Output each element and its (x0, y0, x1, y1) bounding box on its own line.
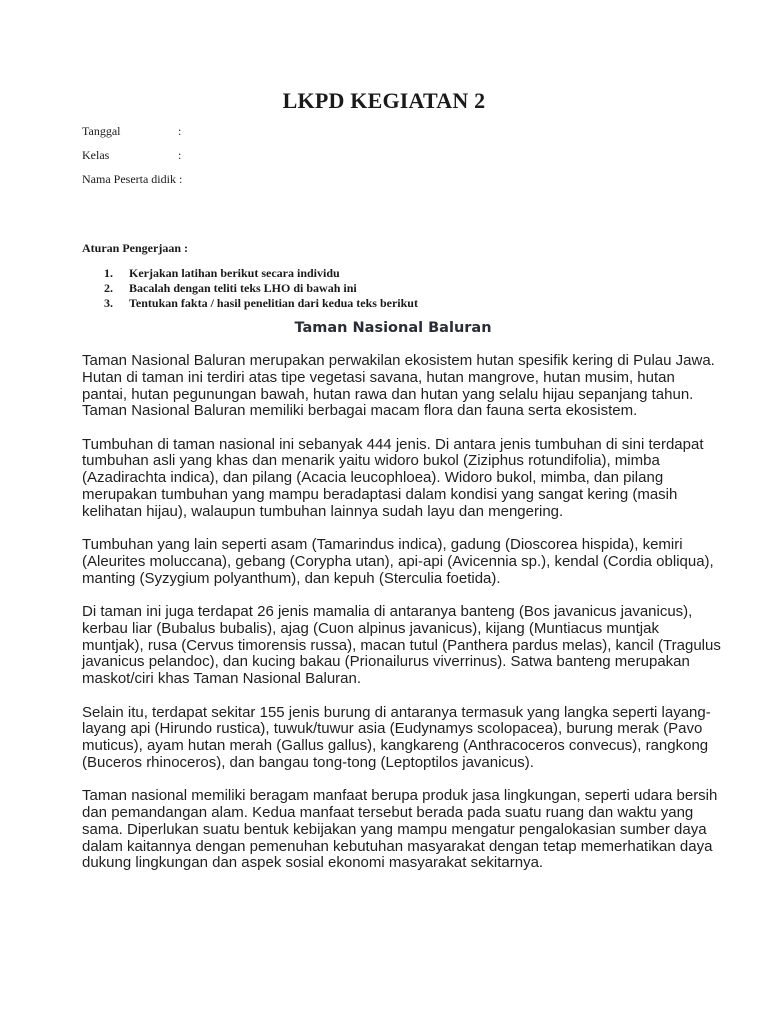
article-paragraph: Taman nasional memiliki beragam manfaat berupa produk jasa lingkungan, seperti udara bersih dan pemandangan alam. Kedua manfaat tersebut berada pada suatu ruang dan waktu yang sama. Diperlukan suatu bentuk kebijakan yang mampu mengatur pengalokasian sumber daya dalam kaitannya dengan pemenuhan kebutuhan masyarakat dengan tetap memerhatikan daya dukung lingkungan dan aspek sosial ekonomi masyarakat sekitarnya. (82, 787, 718, 872)
date-field (82, 124, 182, 138)
article-paragraph: Selain itu, terdapat sekitar 155 jenis burung di antaranya termasuk yang langka seperti layang-layang api (Hirundo rustica), tuwuk/tuwur asia (Eudynamys scolopacea), burung merak (Pavo muticus), ayam hutan merah (Gallus gallus), kangkareng (Anthracoceros convecus), rangkong (Buceros rhinoceros), dan bangau tong-tong (Leptoptilos javanicus). (82, 703, 711, 771)
rule-number: 3. (104, 296, 113, 310)
rule-text: Kerjakan latihan berikut secara individu (129, 266, 340, 280)
article-paragraph: Di taman ini juga terdapat 26 jenis mamalia di antaranya banteng (Bos javanicus javanicus), kerbau liar (Bubalus bubalis), ajag (Cuon alpinus javanicus), kijang (Muntiacus muntjak muntjak), rusa (Cervus timorensis russa), macan tutul (Panthera pardus melas), kancil (Tragulus javanicus pelandoc), dan kucing bakau (Prionailurus viverrinus). Satwa banteng merupakan maskot/ciri khas Taman Nasional Baluran. (82, 603, 721, 688)
date-label: Tanggal (82, 124, 121, 138)
article-paragraph: Tumbuhan yang lain seperti asam (Tamarindus indica), gadung (Dioscorea hispida), kemiri (Aleurites moluccana), gebang (Corypha utan), api-api (Avicennia sp.), kendal (Cordia obliqua), manting (Syzygium polyanthum), dan kepuh (Sterculia foetida). (82, 536, 714, 587)
rules-heading: Aturan Pengerjaan : (82, 241, 188, 255)
rules-list (82, 266, 418, 311)
date-colon: : (178, 124, 182, 138)
article-heading: Taman Nasional Baluran (294, 320, 492, 336)
class-colon: : (178, 148, 182, 162)
article-paragraph: Taman Nasional Baluran merupakan perwakilan ekosistem hutan spesifik kering di Pulau Jawa. Hutan di taman ini terdiri atas tipe vegetasi savana, hutan mangrove, hutan musim, hutan pantai, hutan pegunungan bawah, hutan rawa dan hutan yang selalu hijau sepanjang tahun. Taman Nasional Baluran memiliki berbagai macam flora dan fauna serta ekosistem. (82, 352, 715, 420)
rule-item (82, 281, 418, 296)
article-paragraph: Tumbuhan di taman nasional ini sebanyak 444 jenis. Di antara jenis tumbuhan di sini terdapat tumbuhan asli yang khas dan menarik yaitu widoro bukol (Ziziphus rotundifolia), mimba (Azadirachta indica), dan pilang (Acacia leucophloea). Widoro bukol, mimba, dan pilang merupakan tumbuhan yang mampu beradaptasi dalam kondisi yang sangat kering (masih kelihatan hijau), walaupun tumbuhan lainnya sudah layu dan mengering. (82, 435, 704, 520)
rule-item (82, 296, 418, 311)
student-name-label: Nama Peserta didik : (82, 172, 183, 186)
rule-number: 1. (104, 266, 113, 280)
rule-item (82, 266, 418, 281)
rule-text: Bacalah dengan teliti teks LHO di bawah ini (129, 281, 357, 295)
rule-number: 2. (104, 281, 113, 295)
class-label: Kelas (82, 148, 110, 162)
class-field (82, 148, 182, 162)
document-title: LKPD KEGIATAN 2 (282, 88, 486, 113)
rule-text: Tentukan fakta / hasil penelitian dari kedua teks berikut (129, 296, 418, 310)
article-body (82, 353, 722, 889)
student-name-field (82, 172, 182, 186)
